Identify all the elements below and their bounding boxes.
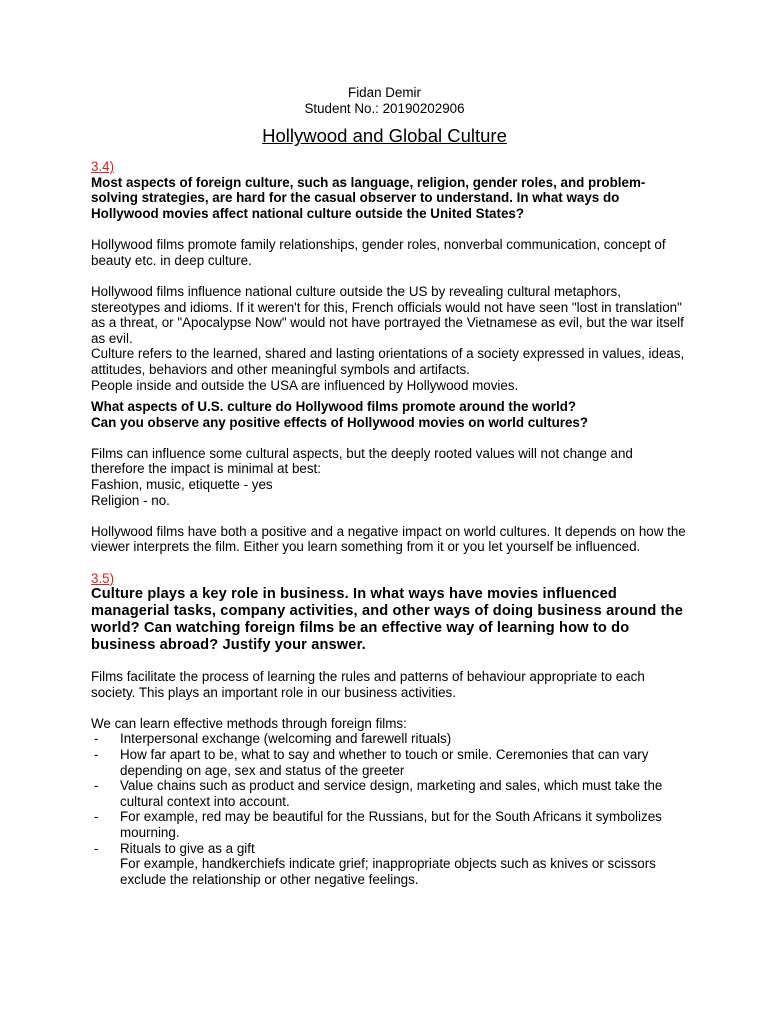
section-3-4-question-2-line-2: Can you observe any positive effects of Hollywood movies on world cultures? <box>91 414 589 430</box>
list-item <box>91 731 688 747</box>
list-item <box>91 841 688 888</box>
list-item-continuation: For example, handkerchiefs indicate grief; inappropriate objects such as knives or scissors exclude the relationship or other negative feelings. <box>120 856 656 887</box>
dash-marker: - <box>94 731 99 747</box>
section-number-3-4: 3.4) <box>91 159 115 175</box>
student-number: Student No.: 20190202906 <box>304 100 465 116</box>
section-number-3-5: 3.5) <box>91 570 115 586</box>
section-3-5-paragraph-1: Films facilitate the process of learning the rules and patterns of behaviour appropriate to each society. This plays an important role in our business activities. <box>91 669 645 700</box>
list-item-text: Rituals to give as a gift <box>120 840 255 856</box>
section-3-5-list-intro: We can learn effective methods through foreign films: <box>91 715 407 731</box>
dash-marker: - <box>94 778 99 794</box>
list-item <box>91 809 688 840</box>
section-3-4-paragraph-5: Films can influence some cultural aspects, but the deeply rooted values will not change and therefore the impact is minimal at best: <box>91 445 633 477</box>
list-item-text: Value chains such as product and service design, marketing and sales, which must take the cultural context into account. <box>120 778 663 809</box>
section-3-4-paragraph-6: Hollywood films have both a positive and a negative impact on world cultures. It depends on how the viewer interprets the film. Either you learn something from it or you let yourself be influenced. <box>91 523 686 555</box>
dash-marker: - <box>94 809 99 825</box>
list-item <box>91 747 688 778</box>
dash-marker: - <box>94 746 99 762</box>
document-title: Hollywood and Global Culture <box>262 125 507 147</box>
list-item-text: How far apart to be, what to say and whether to touch or smile. Ceremonies that can vary depending on age, sex and status of the greeter <box>120 746 649 778</box>
methods-list <box>91 731 688 887</box>
list-item-text: Interpersonal exchange (welcoming and farewell rituals) <box>120 731 452 747</box>
section-3-4-fashion-line: Fashion, music, etiquette - yes <box>91 477 273 493</box>
dash-marker: - <box>94 840 99 856</box>
section-3-4-question-2-line-1: What aspects of U.S. culture do Hollywood films promote around the world? <box>91 399 577 415</box>
list-item-text: For example, red may be beautiful for the Russians, but for the South Africans it symbolizes mourning. <box>120 809 662 840</box>
section-3-5-question: Culture plays a key role in business. In what ways have movies influenced managerial tasks, company activities, and other ways of doing business around the world? Can watching foreign films be an effective way of learning how to do business abroad? Justify your answer. <box>91 586 684 653</box>
section-3-4-question: Most aspects of foreign culture, such as language, religion, gender roles, and problem-solving strategies, are hard for the casual observer to understand. In what ways do Hollywood movies affect national culture outside the United States? <box>91 174 646 221</box>
section-3-4-paragraph-1: Hollywood films promote family relationships, gender roles, nonverbal communication, concept of beauty etc. in deep culture. <box>91 237 666 268</box>
author-name: Fidan Demir <box>348 85 421 100</box>
section-3-4-paragraph-2: Hollywood films influence national culture outside the US by revealing cultural metaphors, stereotypes and idioms. If it weren't for this, French officials would not have seen "lost in translation" as a threat, or "Apocalypse Now" would not have portrayed the Vietnamese as evil, but the war itself as evil. <box>91 283 684 346</box>
list-item <box>91 778 688 809</box>
section-3-4-paragraph-3: Culture refers to the learned, shared and lasting orientations of a society expressed in values, ideas, attitudes, behaviors and other meaningful symbols and artifacts. <box>91 346 685 377</box>
section-3-4-paragraph-4: People inside and outside the USA are influenced by Hollywood movies. <box>91 377 519 393</box>
section-3-4-religion-line: Religion - no. <box>91 492 170 508</box>
